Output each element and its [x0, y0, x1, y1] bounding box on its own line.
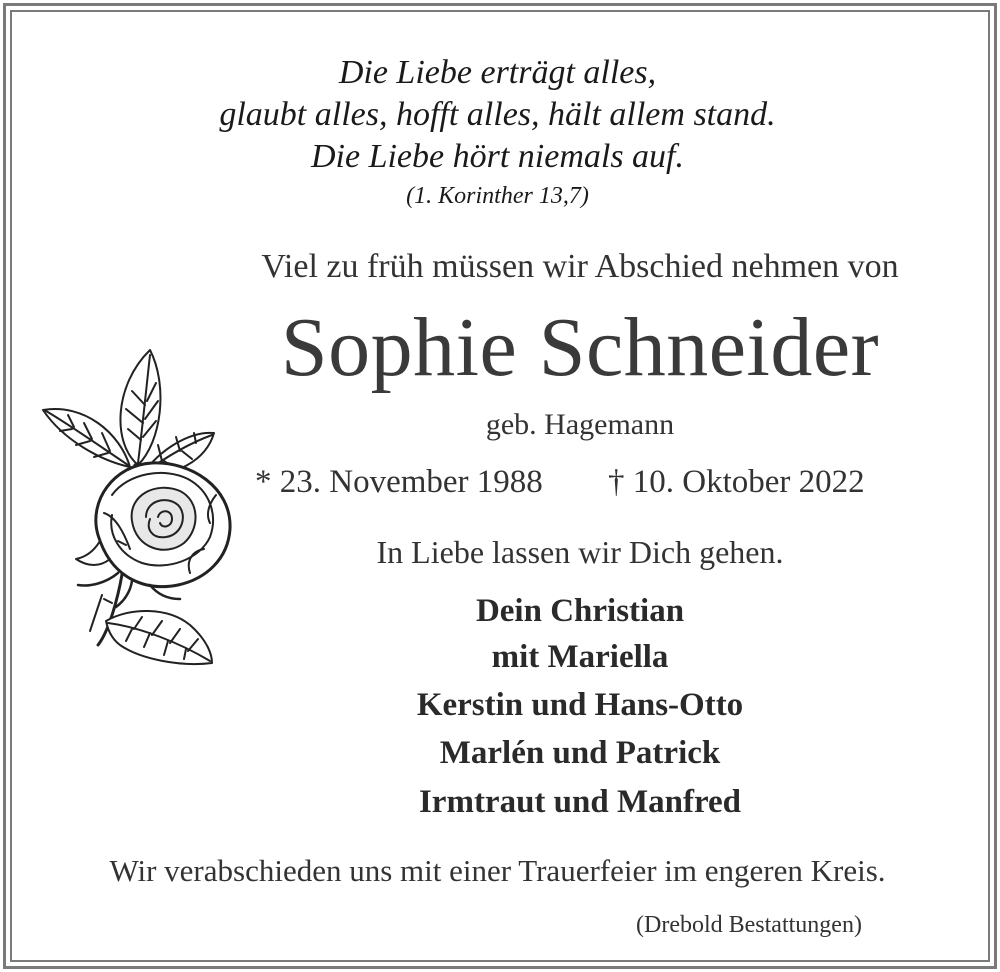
- mourner-line: mit Mariella: [491, 639, 669, 675]
- death-date: † 10. Oktober 2022: [608, 464, 865, 500]
- mourner-line: Marlén und Patrick: [439, 735, 721, 771]
- verse-line-2: glaubt alles, hofft alles, hält allem stand.: [219, 96, 776, 133]
- verse-reference: (1. Korinther 13,7): [406, 183, 589, 209]
- birth-date: * 23. November 1988: [255, 464, 543, 500]
- mourner-line: Kerstin und Hans-Otto: [416, 687, 744, 723]
- undertaker-credit: (Drebold Bestattungen): [636, 912, 862, 938]
- rose-icon: [40, 345, 240, 675]
- verse-line-3: Die Liebe hört niemals auf.: [310, 138, 685, 175]
- intro-text: Viel zu früh müssen wir Abschied nehmen von: [261, 248, 899, 285]
- mourner-line: Irmtraut und Manfred: [418, 784, 742, 820]
- deceased-name: Sophie Schneider: [280, 301, 880, 394]
- mourner-line: Dein Christian: [475, 593, 685, 629]
- service-note: Wir verabschieden uns mit einer Trauerfeier im engeren Kreis.: [109, 853, 886, 888]
- verse-line-1: Die Liebe erträgt alles,: [338, 54, 657, 91]
- farewell-text: In Liebe lassen wir Dich gehen.: [376, 534, 784, 570]
- birth-name: geb. Hagemann: [485, 408, 675, 441]
